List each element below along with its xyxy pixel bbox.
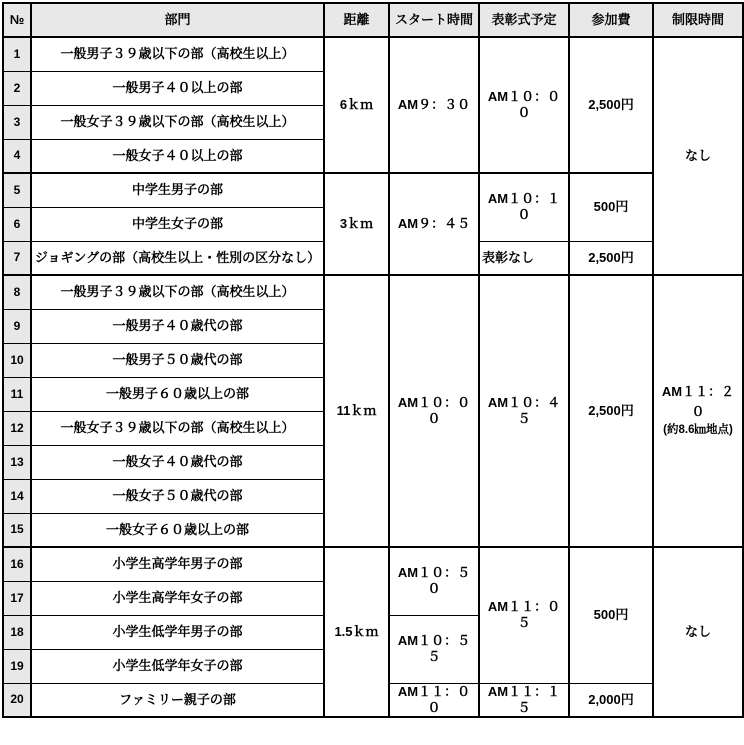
limit-cell bbox=[653, 275, 743, 547]
row-number: 10 bbox=[3, 343, 31, 377]
row-number: 1 bbox=[3, 37, 31, 71]
category-cell: 中学生女子の部 bbox=[31, 207, 324, 241]
limit-time: AM１１：２０ bbox=[661, 383, 735, 420]
row-number: 6 bbox=[3, 207, 31, 241]
limit-note: (約8.6㎞地点) bbox=[663, 424, 733, 437]
category-cell: 小学生低学年女子の部 bbox=[31, 649, 324, 683]
award-time-cell: AM１１：０５ bbox=[479, 547, 569, 683]
header-limit: 制限時間 bbox=[653, 3, 743, 37]
category-cell: 一般女子４０以上の部 bbox=[31, 139, 324, 173]
row-number: 11 bbox=[3, 377, 31, 411]
table-row bbox=[3, 275, 743, 309]
limit-cell: なし bbox=[653, 37, 743, 275]
fee-cell: 2,000円 bbox=[569, 683, 653, 717]
header-start-time: スタート時間 bbox=[389, 3, 479, 37]
fee-cell: 2,500円 bbox=[569, 241, 653, 275]
fee-cell: 500円 bbox=[569, 547, 653, 683]
award-time-cell: AM１０：４５ bbox=[479, 275, 569, 547]
start-time-cell: AM１０：００ bbox=[389, 275, 479, 547]
table-row bbox=[3, 547, 743, 581]
category-cell: 一般男子４０歳代の部 bbox=[31, 309, 324, 343]
row-number: 7 bbox=[3, 241, 31, 275]
row-number: 19 bbox=[3, 649, 31, 683]
header-row bbox=[3, 3, 743, 37]
category-cell: 一般女子３９歳以下の部（高校生以上） bbox=[31, 411, 324, 445]
category-cell: 小学生低学年男子の部 bbox=[31, 615, 324, 649]
row-number: 2 bbox=[3, 71, 31, 105]
row-number: 20 bbox=[3, 683, 31, 717]
category-cell: 小学生高学年男子の部 bbox=[31, 547, 324, 581]
row-number: 8 bbox=[3, 275, 31, 309]
category-cell: 一般女子６０歳以上の部 bbox=[31, 513, 324, 547]
fee-cell: 2,500円 bbox=[569, 275, 653, 547]
category-cell: 一般女子３９歳以下の部（高校生以上） bbox=[31, 105, 324, 139]
row-number: 12 bbox=[3, 411, 31, 445]
category-cell: 一般男子６０歳以上の部 bbox=[31, 377, 324, 411]
fee-cell: 500円 bbox=[569, 173, 653, 241]
award-time-cell: AM１１：１５ bbox=[479, 683, 569, 717]
distance-cell: 11ｋｍ bbox=[324, 275, 389, 547]
row-number: 14 bbox=[3, 479, 31, 513]
category-cell: 一般男子３９歳以下の部（高校生以上） bbox=[31, 275, 324, 309]
start-time-cell: AM１１：００ bbox=[389, 683, 479, 717]
distance-cell: 1.5ｋｍ bbox=[324, 547, 389, 717]
award-time-cell: 表彰なし bbox=[479, 241, 569, 275]
row-number: 4 bbox=[3, 139, 31, 173]
header-award-time: 表彰式予定 bbox=[479, 3, 569, 37]
distance-cell: 3ｋｍ bbox=[324, 173, 389, 275]
category-cell: 中学生男子の部 bbox=[31, 173, 324, 207]
row-number: 18 bbox=[3, 615, 31, 649]
row-number: 9 bbox=[3, 309, 31, 343]
category-cell: 一般男子３９歳以下の部（高校生以上） bbox=[31, 37, 324, 71]
category-cell: 小学生高学年女子の部 bbox=[31, 581, 324, 615]
header-fee: 参加費 bbox=[569, 3, 653, 37]
race-schedule-table bbox=[2, 2, 744, 718]
row-number: 13 bbox=[3, 445, 31, 479]
row-number: 16 bbox=[3, 547, 31, 581]
category-cell: ジョギングの部（高校生以上・性別の区分なし） bbox=[31, 241, 324, 275]
table-row bbox=[3, 37, 743, 71]
category-cell: 一般男子５０歳代の部 bbox=[31, 343, 324, 377]
start-time-cell: AM９：３０ bbox=[389, 37, 479, 173]
award-time-cell: AM１０：００ bbox=[479, 37, 569, 173]
row-number: 5 bbox=[3, 173, 31, 207]
row-number: 3 bbox=[3, 105, 31, 139]
fee-cell: 2,500円 bbox=[569, 37, 653, 173]
row-number: 17 bbox=[3, 581, 31, 615]
start-time-cell: AM１０：５５ bbox=[389, 615, 479, 683]
limit-cell: なし bbox=[653, 547, 743, 717]
start-time-cell: AM９：４５ bbox=[389, 173, 479, 275]
table-row bbox=[3, 173, 743, 207]
category-cell: ファミリー親子の部 bbox=[31, 683, 324, 717]
header-distance: 距離 bbox=[324, 3, 389, 37]
start-time-cell: AM１０：５０ bbox=[389, 547, 479, 615]
header-no: № bbox=[3, 3, 31, 37]
header-category: 部門 bbox=[31, 3, 324, 37]
category-cell: 一般女子４０歳代の部 bbox=[31, 445, 324, 479]
distance-cell: 6ｋｍ bbox=[324, 37, 389, 173]
category-cell: 一般男子４０以上の部 bbox=[31, 71, 324, 105]
row-number: 15 bbox=[3, 513, 31, 547]
award-time-cell: AM１０：１０ bbox=[479, 173, 569, 241]
category-cell: 一般女子５０歳代の部 bbox=[31, 479, 324, 513]
